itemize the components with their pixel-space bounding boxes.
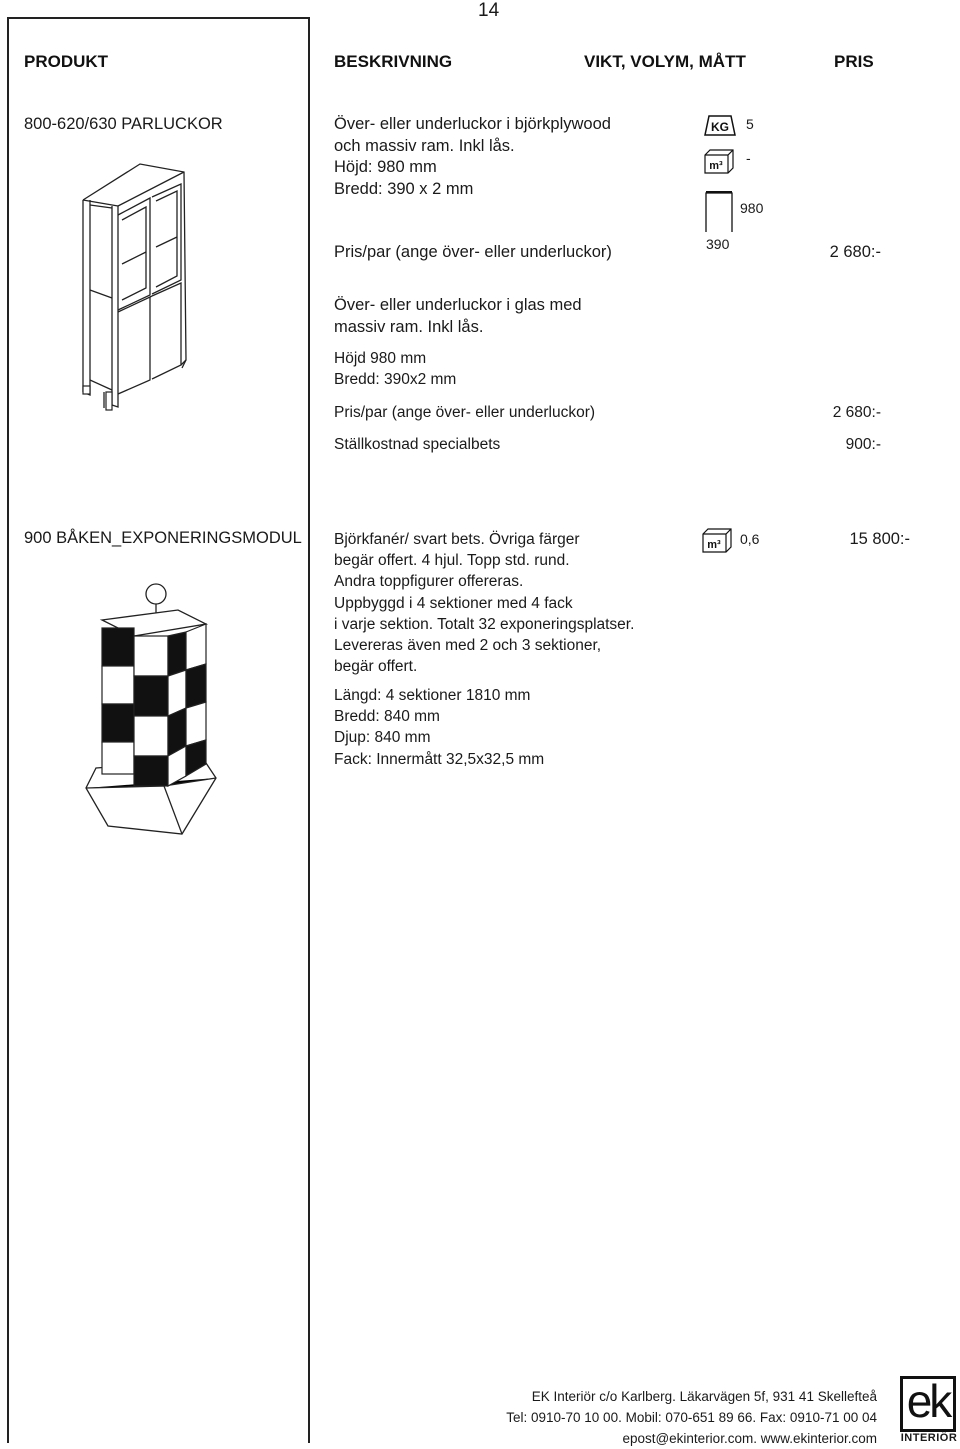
header-price: PRIS <box>834 52 874 71</box>
desc-line: i varje sektion. Totalt 32 exponeringsplatser. <box>334 615 635 633</box>
setup-cost-price: 900:- <box>845 436 881 453</box>
product2-description <box>334 529 634 677</box>
dimension-box-icon <box>705 191 733 233</box>
weight-kg-icon <box>704 112 736 136</box>
exhibition-tower-illustration <box>82 580 222 850</box>
dim-line: Djup: 840 mm <box>334 729 431 747</box>
product2-volume: 0,6 <box>740 531 760 547</box>
desc-line: Björkfanér/ svart bets. Övriga färger <box>334 531 580 548</box>
product2-dimensions <box>334 685 544 770</box>
footer-web: epost@ekinterior.com. www.ekinterior.com <box>622 1431 877 1446</box>
product1-height-dim: 980 <box>740 200 764 216</box>
m3-label: m³ <box>707 539 721 551</box>
logo-text: ek <box>906 1375 950 1427</box>
product1-price-label: Pris/par (ange över- eller underluckor) <box>334 243 612 261</box>
desc-line: massiv ram. Inkl lås. <box>334 317 484 336</box>
dim-line: Bredd: 390x2 mm <box>334 371 457 389</box>
setup-cost-label: Ställkostnad specialbets <box>334 436 501 453</box>
product1-width-dim: 390 <box>706 236 730 252</box>
header-specs: VIKT, VOLYM, MÅTT <box>584 52 746 71</box>
product1-description <box>334 114 611 200</box>
desc-line: begär offert. <box>334 658 418 676</box>
desc-line: begär offert. 4 hjul. Topp std. rund. <box>334 552 570 570</box>
product1-variant2-dims <box>334 348 456 390</box>
desc-line: Höjd: 980 mm <box>334 158 437 176</box>
product1-price: 2 680:- <box>829 243 881 261</box>
desc-line: och massiv ram. Inkl lås. <box>334 136 515 155</box>
desc-line: Över- eller underluckor i björkplywood <box>334 115 611 133</box>
dim-line: Bredd: 840 mm <box>334 708 440 726</box>
cabinet-illustration <box>78 160 193 425</box>
dim-line: Fack: Innermått 32,5x32,5 mm <box>334 750 545 768</box>
ek-logo <box>900 1376 956 1432</box>
product1-name: 800-620/630 PARLUCKOR <box>24 115 223 133</box>
product2-price: 15 800:- <box>849 530 910 548</box>
m3-label: m³ <box>709 160 723 172</box>
product1-variant2-description <box>334 295 582 338</box>
product1-weight: 5 <box>746 116 754 132</box>
desc-line: Bredd: 390 x 2 mm <box>334 179 474 198</box>
desc-line: Uppbyggd i 4 sektioner med 4 fack <box>334 594 573 612</box>
footer-address: EK Interiör c/o Karlberg. Läkarvägen 5f, 931 41 Skellefteå <box>531 1389 877 1404</box>
dim-line: Längd: 4 sektioner 1810 mm <box>334 687 531 704</box>
desc-line: Över- eller underluckor i glas med <box>334 296 582 314</box>
desc-line: Levereras även med 2 och 3 sektioner, <box>334 637 602 655</box>
header-product: PRODUKT <box>24 52 109 71</box>
volume-cube-icon <box>704 149 734 174</box>
logo-subtitle: INTERIÖR <box>900 1432 958 1444</box>
dim-line: Höjd 980 mm <box>334 350 427 367</box>
desc-line: Andra toppfigurer offereras. <box>334 573 524 591</box>
volume-cube-icon <box>702 528 732 553</box>
kg-label: KG <box>711 120 729 134</box>
header-description: BESKRIVNING <box>334 52 453 71</box>
product1-variant2-price: 2 680:- <box>832 404 881 421</box>
product1-volume: - <box>746 150 751 166</box>
product1-variant2-price-label: Pris/par (ange över- eller underluckor) <box>334 404 596 421</box>
product2-name: 900 BÅKEN_EXPONERINGSMODUL <box>24 529 302 547</box>
page-number: 14 <box>478 0 500 21</box>
footer-contact: Tel: 0910-70 10 00. Mobil: 070-651 89 66. Fax: 0910-71 00 04 <box>506 1410 877 1425</box>
